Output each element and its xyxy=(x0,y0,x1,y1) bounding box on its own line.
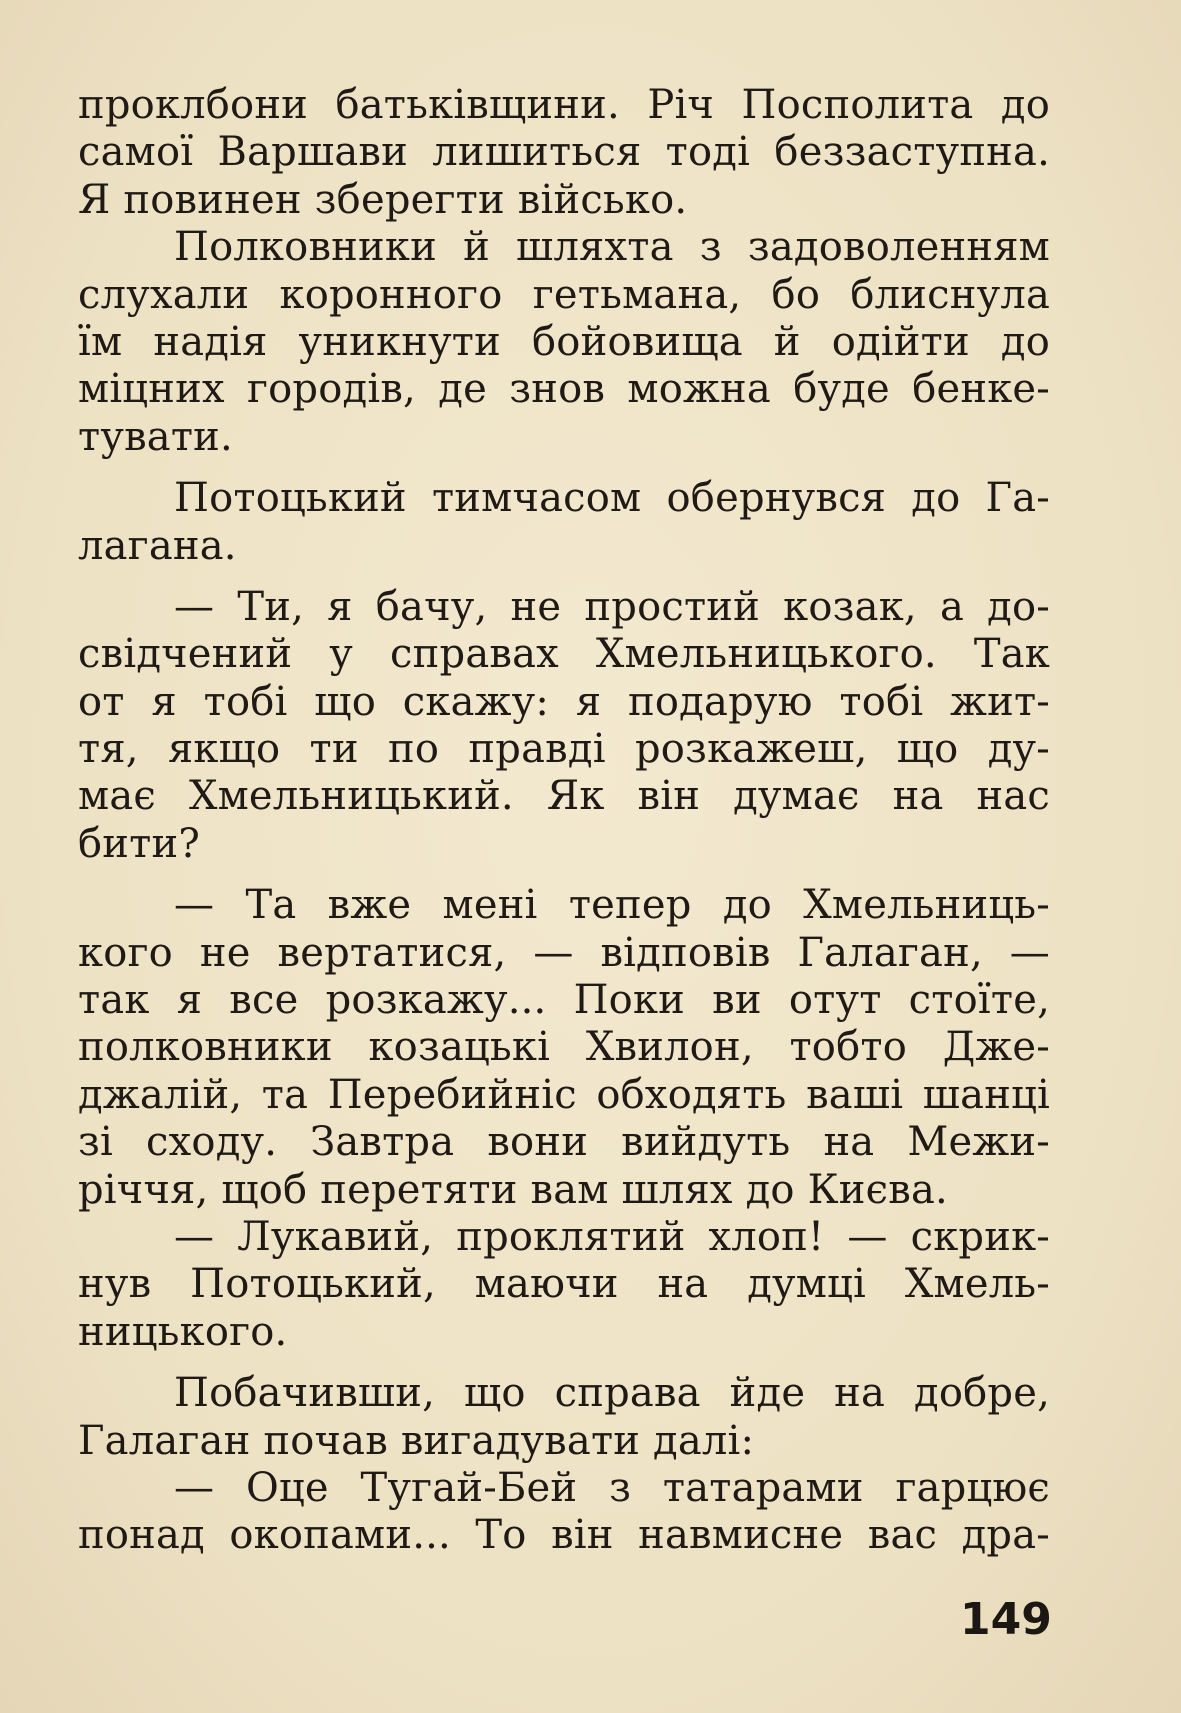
text-line: — Лукавий, проклятий хлоп! — скрик- xyxy=(174,1213,1050,1260)
text-line: міцних городів, де знов можна буде бенке- xyxy=(78,366,1050,413)
text-line: от я тобі що скажу: я подарую тобі жит- xyxy=(78,678,1050,725)
text-line: — Оце Тугай-Бей з татарами гарцює xyxy=(174,1464,1050,1511)
text-line: річчя, щоб перетяти вам шлях до Києва. xyxy=(78,1166,948,1213)
text-line: — Та вже мені тепер до Хмельниць- xyxy=(174,882,1050,929)
text-line: їм надія уникнути бойовища й одійти до xyxy=(78,318,1050,365)
text-line: джалій, та Перебийніс обходять ваші шанці xyxy=(78,1071,1050,1118)
text-line: зі сходу. Завтра вони вийдуть на Межи- xyxy=(78,1119,1050,1166)
text-line: ницького. xyxy=(78,1308,288,1355)
text-line: кого не вертатися, — відповів Галаган, — xyxy=(78,929,1050,976)
text-line: самої Варшави лишиться тоді беззаступна. xyxy=(78,129,1050,176)
text-line: — Ти, я бачу, не простий козак, а до- xyxy=(174,583,1050,630)
text-line: нув Потоцький, маючи на думці Хмель- xyxy=(78,1261,1050,1308)
text-line: слухали коронного гетьмана, бо блиснула xyxy=(78,271,1050,318)
text-line: Полковники й шляхта з задоволенням xyxy=(174,224,1050,271)
text-line: тя, якщо ти по правді розкажеш, що ду- xyxy=(78,726,1050,773)
text-line: полковники козацькі Хвилон, тобто Дже- xyxy=(78,1024,1050,1071)
text-line: бити? xyxy=(78,820,200,867)
text-line: свідчений у справах Хмельницького. Так xyxy=(78,631,1050,678)
text-line: Я повинен зберегти військо. xyxy=(78,176,688,223)
text-line: лагана. xyxy=(78,522,237,569)
text-line: понад окопами... То він навмисне вас дра- xyxy=(78,1512,1050,1559)
text-line: Потоцький тимчасом обернувся до Га- xyxy=(174,475,1050,522)
text-line: так я все розкажу... Поки ви отут стоїте, xyxy=(78,977,1050,1024)
text-line: тувати. xyxy=(78,413,233,460)
page-text xyxy=(78,82,1050,1560)
text-line: Побачивши, що справа йде на добре, xyxy=(174,1370,1050,1417)
text-line: проклбони батьківщини. Річ Посполита до xyxy=(78,82,1050,128)
text-line: Галаган почав вигадувати далі: xyxy=(78,1417,755,1464)
text-line: має Хмельницький. Як він думає на нас xyxy=(78,773,1050,820)
page-number: 149 xyxy=(960,1594,1052,1645)
